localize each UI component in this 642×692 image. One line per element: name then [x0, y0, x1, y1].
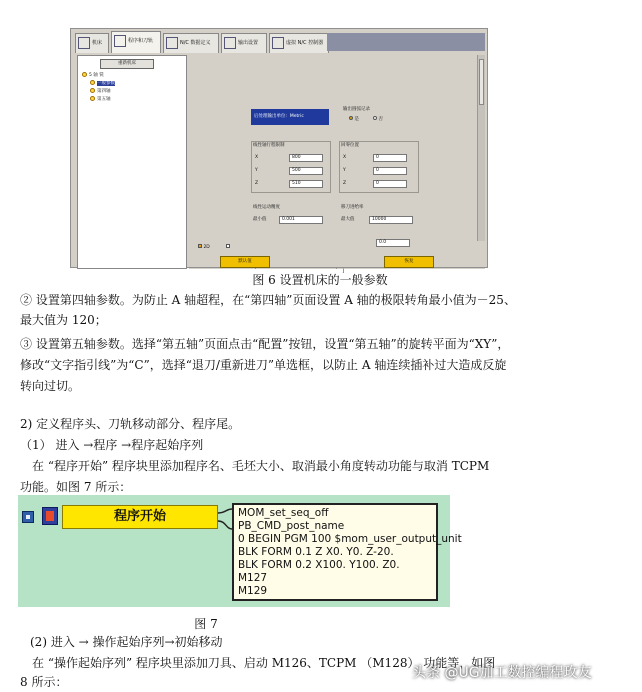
max-feed-field[interactable]: 10000 — [369, 216, 413, 224]
z-limit-field[interactable]: 510 — [289, 180, 323, 188]
axis-label: X — [343, 155, 347, 160]
tab-strip-background — [327, 33, 485, 51]
y-home-field[interactable]: 0 — [373, 167, 407, 175]
paragraph-line: ② 设置第四轴参数。为防止 A 轴超程，在“第四轴”页面设置 A 轴的极限转角最小值为－25、 — [20, 293, 516, 307]
restore-button[interactable]: 恢复 — [384, 256, 434, 268]
code-line: BLK FORM 0.1 Z X0. Y0. Z-20. — [238, 546, 394, 558]
axis-label: Y — [255, 168, 258, 173]
traverse-feed-title: 移刀进给率 — [341, 205, 364, 210]
code-line: PB_CMD_post_name — [238, 520, 345, 532]
radio-icon — [373, 116, 377, 120]
tree-item-general[interactable]: 一般参数 — [90, 80, 115, 87]
x-limit-field[interactable]: 800 — [289, 154, 323, 162]
vertical-scrollbar[interactable] — [477, 55, 485, 241]
machine-icon — [78, 37, 90, 49]
x-home-field[interactable]: 0 — [373, 154, 407, 162]
controller-icon — [272, 37, 284, 49]
paragraph-line: 转向过切。 — [20, 379, 81, 393]
tab-output-settings[interactable]: 输出设置 — [221, 33, 267, 53]
gear-icon — [90, 88, 95, 93]
program-start-title[interactable]: 程序开始 — [62, 505, 218, 529]
output-icon — [224, 37, 236, 49]
home-title: 回零位置 — [341, 143, 359, 148]
step-heading: (2) 进入 → 操作起始序列→初始移动 — [30, 635, 223, 649]
linear-resolution-title: 线性运动精度 — [253, 205, 280, 210]
tree-item-fourth-axis[interactable]: 第四轴 — [90, 88, 111, 95]
gear-icon — [90, 80, 95, 85]
j-label: J — [343, 269, 345, 274]
paragraph-line: 在 “操作起始序列” 程序块里添加刀具、启动 M126、TCPM （M128） 功能等，如图 — [20, 656, 496, 670]
y-limit-field[interactable]: 500 — [289, 167, 323, 175]
watermark: 头条 @UG加工数控编程玫友 — [412, 665, 592, 681]
figure7-caption: 图 7 — [194, 617, 218, 631]
program-block-icon — [42, 507, 58, 525]
step-heading: （1） 进入 →程序 →程序起始序列 — [20, 438, 204, 452]
circular-yes[interactable]: 是 — [349, 116, 359, 123]
figure6-button-bar — [188, 240, 488, 268]
program-icon — [114, 35, 126, 47]
checkbox-icon — [226, 244, 230, 248]
z-home-field[interactable]: 0 — [373, 180, 407, 188]
axis-label: Z — [343, 181, 347, 186]
min-label: 最小值 — [253, 217, 267, 222]
paragraph-line: 在 “程序开始” 程序块里添加程序名、毛坯大小、取消最小角度转动功能与取消 TCPM — [20, 459, 490, 473]
paragraph-line: 修改“文字指引线”为“C”，选择“退刀/重新进刀”单选框，以防止 A 轴连续插补过大造成反旋 — [20, 358, 507, 372]
paragraph-line: ③ 设置第五轴参数。选择“第五轴”页面点击“配置”按钮，设置“第五轴”的旋转平面为“XY”， — [20, 337, 510, 351]
gear-icon — [90, 96, 95, 101]
block-toggle-icon[interactable] — [22, 511, 34, 523]
choice-blank[interactable] — [226, 244, 230, 251]
code-line: MOM_set_seq_off — [238, 507, 329, 519]
code-line: BLK FORM 0.2 X100. Y100. Z0. — [238, 559, 400, 571]
tree-root[interactable]: 5 轴 铣 — [82, 72, 104, 79]
circular-no[interactable]: 否 — [373, 116, 383, 123]
j-field[interactable]: 0.0 — [376, 239, 410, 247]
tab-nc-data[interactable]: N/C 数据定义 — [163, 33, 219, 53]
tab-virtual-controller[interactable]: 虚拟 N/C 控制器 — [269, 33, 329, 53]
paragraph-line: 功能。如图 7 所示： — [20, 480, 132, 494]
code-line: M129 — [238, 585, 268, 597]
tree-item-fifth-axis[interactable]: 第五轴 — [90, 96, 111, 103]
paragraph-line: 最大值为 120； — [20, 313, 107, 327]
circular-record-label: 输出圆弧记录 — [343, 107, 370, 112]
paragraph-line: 8 所示： — [20, 675, 68, 689]
scroll-thumb[interactable] — [479, 59, 484, 105]
nc-data-icon — [166, 37, 178, 49]
folder-icon — [82, 72, 87, 77]
axis-label: X — [255, 155, 259, 160]
choice-2d[interactable]: 2D — [198, 244, 210, 251]
default-button[interactable]: 默认值 — [220, 256, 270, 268]
section-heading: 2) 定义程序头、刀轨移动部分、程序尾。 — [20, 417, 241, 431]
travel-limits-title: 线性轴行程限制 — [253, 143, 285, 148]
max-label: 最大值 — [341, 217, 355, 222]
rebuild-machine-button[interactable]: 重新机床 — [100, 59, 154, 69]
program-start-figure — [18, 495, 462, 607]
axis-label: Y — [343, 168, 346, 173]
general-parameters-panel — [189, 55, 485, 269]
min-resolution-field[interactable]: 0.001 — [279, 216, 323, 224]
radio-icon — [349, 116, 353, 120]
code-line: 0 BEGIN PGM 100 $mom_user_output_unit — [238, 533, 462, 545]
checkbox-icon — [198, 244, 202, 248]
tab-program-toolpath[interactable]: 程序和刀轨 — [111, 31, 161, 53]
code-block — [232, 503, 462, 601]
machine-settings-screenshot — [70, 28, 488, 274]
tab-bar — [75, 33, 325, 53]
output-unit-box: 后处理输出单位: Metric — [251, 109, 329, 125]
code-line: M127 — [238, 572, 268, 584]
axis-label: Z — [255, 181, 259, 186]
figure6-caption: 图 6 设置机床的一般参数 — [252, 273, 388, 287]
machine-tree — [77, 55, 187, 269]
tab-machine[interactable]: 机床 — [75, 33, 109, 53]
